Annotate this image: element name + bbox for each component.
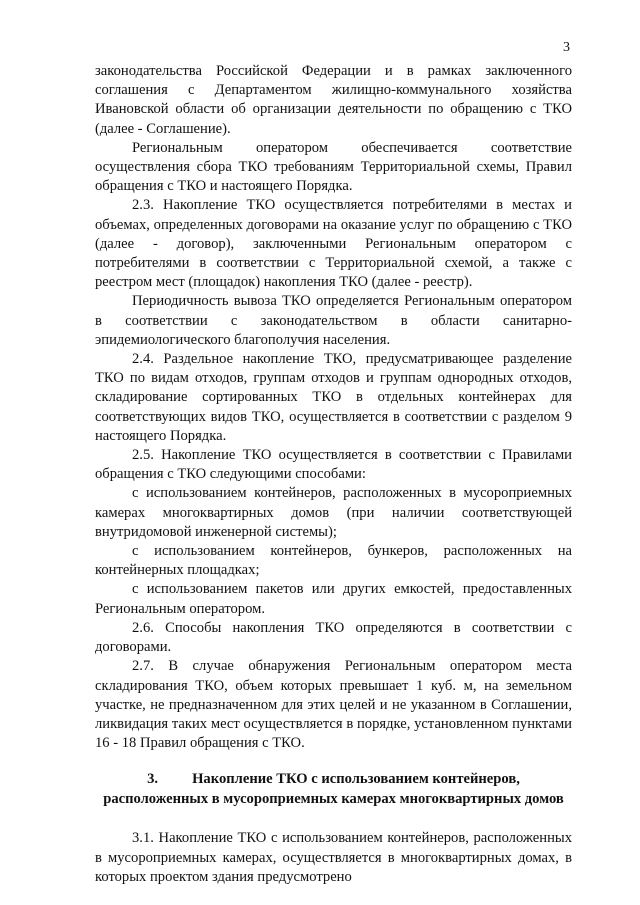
section-number: 3. — [147, 771, 159, 788]
paragraph-2-7: 2.7. В случае обнаружения Региональным оператором места складирования ТКО, объем которых превышает 1 куб. м, на земельном участке, не предназначенном для этих целей и не указанном в Соглашении, ликвидация таких мест осуществляется в порядке, установленном пунктами 16 - 18 Правил обращения с ТКО. — [95, 658, 572, 752]
paragraph-method-2: с использованием контейнеров, бункеров, расположенных на контейнерных площадках; — [95, 543, 572, 579]
section-heading-line-1 — [95, 770, 572, 790]
paragraph-1: законодательства Российской Федерации и в рамках заключенного соглашения с Департаментом жилищно-коммунального хозяйства Ивановской области об организации деятельности по обращению с ТКО (далее - Соглашение). — [95, 63, 572, 137]
paragraph-2-5: 2.5. Накопление ТКО осуществляется в соответствии с Правилами обращения с ТКО следующими способами: — [95, 447, 572, 483]
section-title-line-1: Накопление ТКО с использованием контейнеров, — [192, 771, 520, 788]
paragraph-2-6: 2.6. Способы накопления ТКО определяются в соответствии с договорами. — [95, 619, 572, 656]
paragraph-2: Региональным оператором обеспечивается соответствие осуществления сбора ТКО требованиям Территориальной схемы, Правил обращения с ТКО и настоящего Порядка. — [95, 139, 572, 195]
paragraph-method-1: с использованием контейнеров, расположенных в мусороприемных камерах многоквартирных домов (при наличии соответствующей внутридомовой инженерной системы); — [95, 485, 572, 540]
page-number: 3 — [563, 40, 570, 55]
document-body — [95, 62, 572, 887]
paragraph-periodicity: Периодичность вывоза ТКО определяется Региональным оператором в соответствии с законодательством в области санитарно-эпидемиологического благополучия населения. — [95, 293, 572, 348]
section-title-line-2: расположенных в мусороприемных камерах многоквартирных домов — [103, 790, 564, 807]
paragraph-3-1: 3.1. Накопление ТКО с использованием контейнеров, расположенных в мусороприемных камерах, осуществляется в многоквартирных домах, в которых проектом здания предусмотрено — [95, 830, 572, 885]
section-heading — [95, 770, 572, 809]
paragraph-2-3: 2.3. Накопление ТКО осуществляется потребителями в местах и объемах, определенных договорами на оказание услуг по обращению с ТКО (далее - договор), заключенными Региональным оператором с потребителями в соответствии с Территориальной схемой, а также с реестром мест (площадок) накопления ТКО (далее - реестр). — [95, 197, 572, 291]
paragraph-method-3: с использованием пакетов или других емкостей, предоставленных Региональным оператором. — [95, 581, 572, 617]
paragraph-2-4: 2.4. Раздельное накопление ТКО, предусматривающее разделение ТКО по видам отходов, группам отходов и группам однородных отходов, складирование сортированных ТКО в отдельных контейнерах для соответствующих видов ТКО, осуществляется в соответствии с разделом 9 настоящего Порядка. — [95, 351, 572, 444]
